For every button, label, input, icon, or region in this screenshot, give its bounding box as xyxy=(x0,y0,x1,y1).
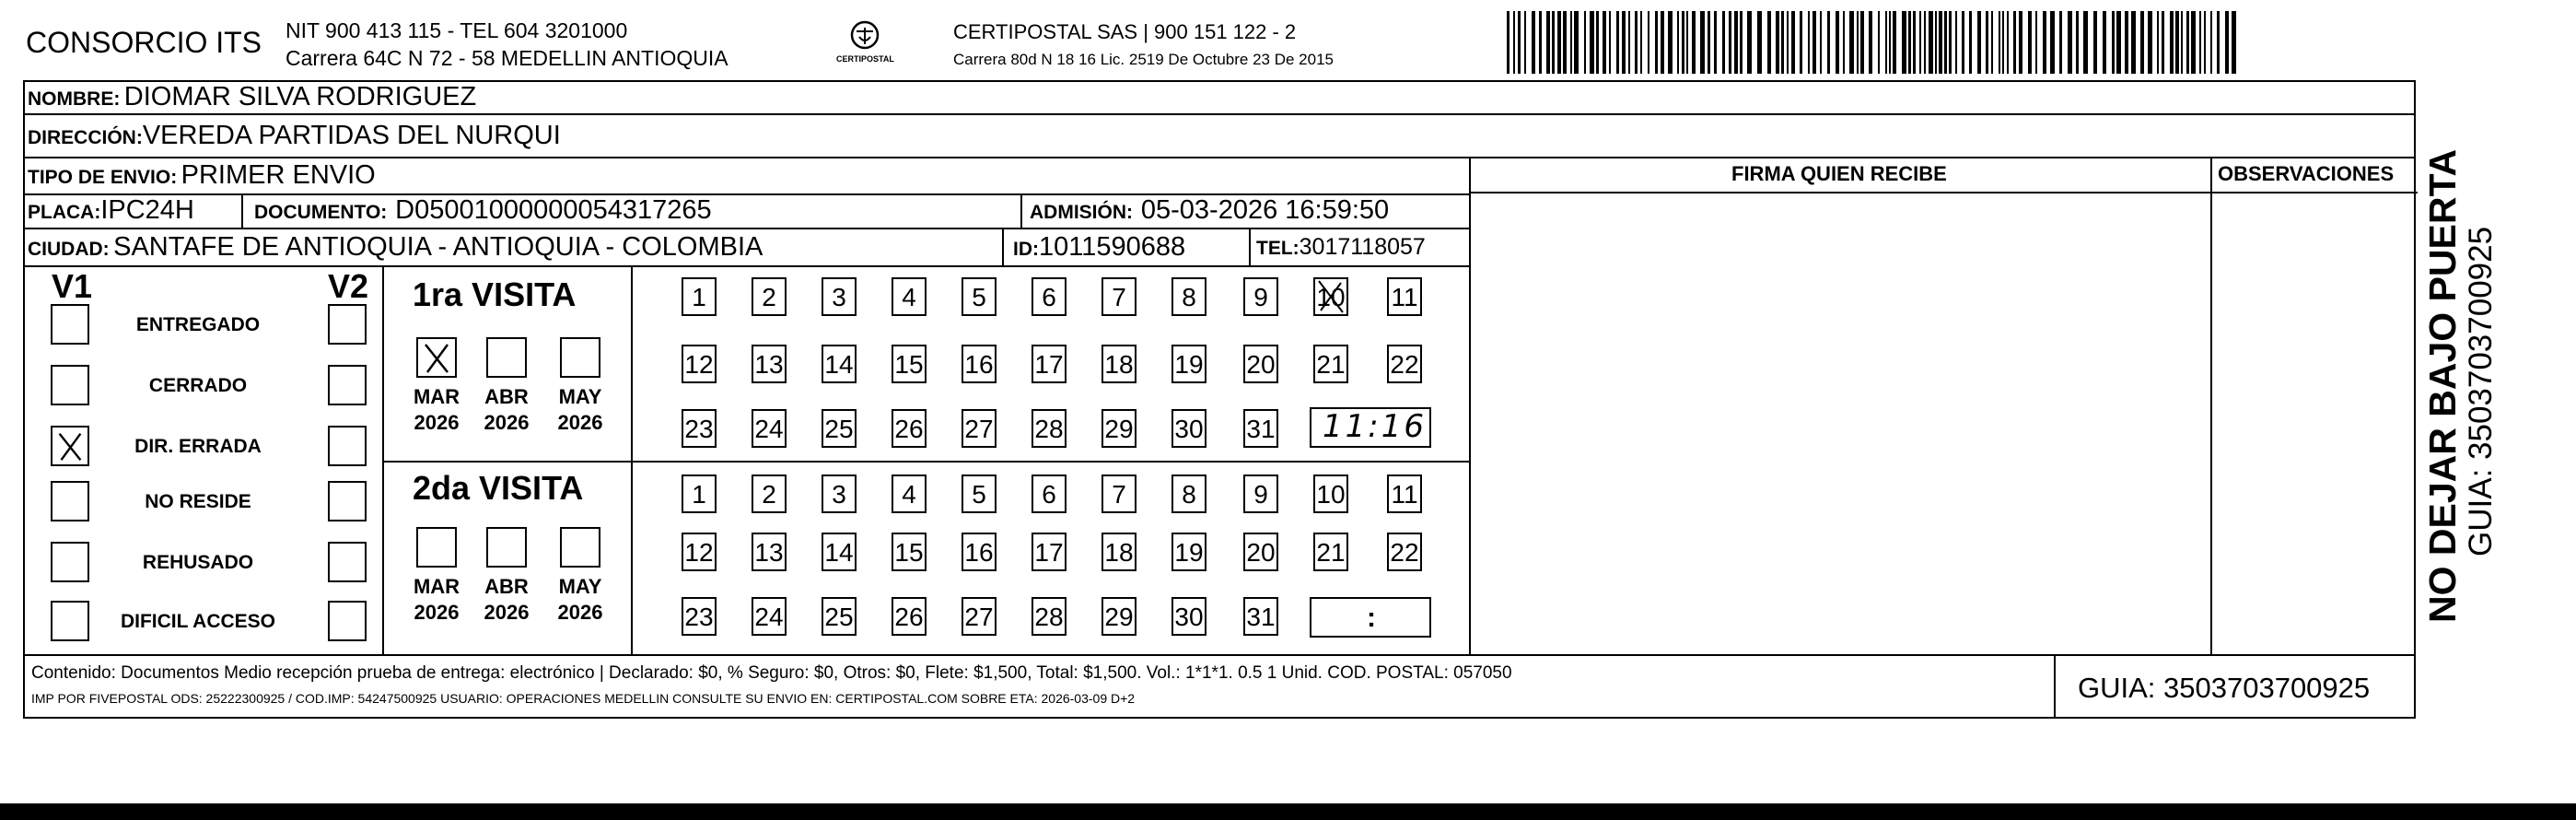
visit2-days-day-7[interactable]: 7 xyxy=(1102,474,1136,513)
visit2-days-day-9[interactable]: 9 xyxy=(1243,474,1278,513)
documento-label: DOCUMENTO: xyxy=(254,202,388,223)
visit1-days-day-21[interactable]: 21 xyxy=(1313,345,1348,383)
visit2-days-day-30[interactable]: 30 xyxy=(1171,597,1206,636)
v2-checkbox-1[interactable] xyxy=(328,365,367,405)
visit2-days-day-28[interactable]: 28 xyxy=(1032,597,1067,636)
visit2-months-label-0: MAR xyxy=(413,575,460,598)
visit2-days-day-16[interactable]: 16 xyxy=(962,533,997,571)
visit-month-divider xyxy=(382,461,631,463)
tipo-label: TIPO DE ENVIO: xyxy=(28,167,178,188)
visit1-title: 1ra VISITA xyxy=(413,275,577,313)
tipo-row xyxy=(28,162,376,189)
side-warning: NO DEJAR BAJO PUERTA xyxy=(2421,148,2464,623)
row-divider-placa xyxy=(23,228,1469,229)
side-guia: GUIA: 3503703700925 xyxy=(2463,226,2499,556)
tel-value: 3017118057 xyxy=(1299,234,1426,260)
visit2-time: : xyxy=(1367,603,1376,633)
id-row xyxy=(1013,234,1185,261)
visit1-days-day-11[interactable]: 11 xyxy=(1387,277,1422,316)
visit1-days-day-1[interactable]: 1 xyxy=(682,277,717,316)
placa-value: IPC24H xyxy=(100,195,194,225)
placa-label: PLACA: xyxy=(28,202,101,223)
col-divider-observaciones xyxy=(2210,157,2212,654)
status-label-5: DIFICIL ACCESO xyxy=(120,611,275,632)
visit1-months-year-0: 2026 xyxy=(414,411,460,434)
visit1-days-day-6[interactable]: 6 xyxy=(1032,277,1067,316)
visit1-days-day-9[interactable]: 9 xyxy=(1243,277,1278,316)
visit2-days-day-18[interactable]: 18 xyxy=(1102,533,1136,571)
admision-label: ADMISIÓN: xyxy=(1030,202,1133,223)
visit2-days-day-21[interactable]: 21 xyxy=(1313,533,1348,571)
visit1-days-day-23[interactable]: 23 xyxy=(682,409,717,448)
visit1-days-day-29[interactable]: 29 xyxy=(1102,409,1136,448)
visit1-months-checkbox-0[interactable] xyxy=(416,337,457,378)
row-divider-footer xyxy=(23,654,2416,656)
visit2-days-day-8[interactable]: 8 xyxy=(1171,474,1206,513)
visit1-months-year-1: 2026 xyxy=(484,411,530,434)
visit2-days-day-5[interactable]: 5 xyxy=(962,474,997,513)
visit1-days-day-7[interactable]: 7 xyxy=(1102,277,1136,316)
col-divider-signature xyxy=(1469,157,1471,654)
visit2-days-day-12[interactable]: 12 xyxy=(682,533,717,571)
footer-line-2: IMP POR FIVEPOSTAL ODS: 25222300925 / COD.IMP: 54247500925 USUARIO: OPERACIONES MEDELLIN CONSULTE SU ENVIO EN: CERTIPOSTAL.COM SOBRE ETA: 2026-03-09 D+2 xyxy=(31,691,1136,706)
visit2-days-day-3[interactable]: 3 xyxy=(822,474,857,513)
ciudad-value: SANTAFE DE ANTIOQUIA - ANTIOQUIA - COLOMBIA xyxy=(113,232,763,262)
visit2-days-day-17[interactable]: 17 xyxy=(1032,533,1067,571)
visit1-days-day-3[interactable]: 3 xyxy=(822,277,857,316)
visit1-days-day-15[interactable]: 15 xyxy=(892,345,927,383)
visit2-days-day-29[interactable]: 29 xyxy=(1102,597,1136,636)
visit1-days-day-26[interactable]: 26 xyxy=(892,409,927,448)
visit2-title: 2da VISITA xyxy=(413,469,584,507)
col-divider-admision xyxy=(1020,193,1022,228)
visit1-months-label-1: ABR xyxy=(484,385,529,408)
visit-days-divider xyxy=(631,461,1469,463)
id-value: 1011590688 xyxy=(1039,232,1186,262)
name-label: NOMBRE: xyxy=(28,88,121,110)
visit2-days-day-23[interactable]: 23 xyxy=(682,597,717,636)
visit2-days-day-22[interactable]: 22 xyxy=(1387,533,1422,571)
visit2-days-day-13[interactable]: 13 xyxy=(752,533,787,571)
tipo-value: PRIMER ENVIO xyxy=(181,160,376,190)
status-label-3: NO RESIDE xyxy=(145,491,251,512)
col-divider-guia xyxy=(2054,654,2056,719)
v1-label: V1 xyxy=(52,267,93,305)
visit1-days-day-13[interactable]: 13 xyxy=(752,345,787,383)
name-row xyxy=(28,84,476,111)
visit2-days-day-6[interactable]: 6 xyxy=(1032,474,1067,513)
visit1-days-day-24[interactable]: 24 xyxy=(752,409,787,448)
visit2-days-day-19[interactable]: 19 xyxy=(1171,533,1206,571)
ciudad-label: CIUDAD: xyxy=(28,239,110,260)
row-divider-address xyxy=(23,157,2416,158)
col-divider-placa xyxy=(241,193,243,228)
visit2-days-day-1[interactable]: 1 xyxy=(682,474,717,513)
visit1-months-year-2: 2026 xyxy=(557,411,603,434)
admision-row xyxy=(1030,197,1389,224)
certipostal-logo xyxy=(833,17,897,72)
visit1-days-day-22[interactable]: 22 xyxy=(1387,345,1422,383)
visit2-months-label-1: ABR xyxy=(484,575,529,598)
v2-checkbox-0[interactable] xyxy=(328,304,367,345)
visit2-days-day-31[interactable]: 31 xyxy=(1243,597,1278,636)
visit1-days-day-25[interactable]: 25 xyxy=(822,409,857,448)
visit1-days-day-28[interactable]: 28 xyxy=(1032,409,1067,448)
visit1-months-label-0: MAR xyxy=(413,385,460,408)
visit1-days-day-16[interactable]: 16 xyxy=(962,345,997,383)
company-name: CONSORCIO ITS xyxy=(26,26,262,59)
visit1-days-day-10[interactable]: 10 xyxy=(1313,277,1348,316)
visit2-days-day-27[interactable]: 27 xyxy=(962,597,997,636)
visit1-months-label-2: MAY xyxy=(558,385,602,408)
visit1-days-day-18[interactable]: 18 xyxy=(1102,345,1136,383)
row-divider-ciudad xyxy=(23,265,1469,267)
status-label-1: CERRADO xyxy=(148,375,248,396)
visit2-days-day-20[interactable]: 20 xyxy=(1243,533,1278,571)
visit2-months-year-2: 2026 xyxy=(557,601,603,624)
col-divider-tel xyxy=(1249,228,1251,265)
ciudad-row xyxy=(28,234,763,261)
visit2-days-day-24[interactable]: 24 xyxy=(752,597,787,636)
visit2-days-day-25[interactable]: 25 xyxy=(822,597,857,636)
visit1-days-day-4[interactable]: 4 xyxy=(892,277,927,316)
col-divider-id xyxy=(1002,228,1004,265)
visit1-days-day-5[interactable]: 5 xyxy=(962,277,997,316)
address-value: VEREDA PARTIDAS DEL NURQUI xyxy=(142,121,561,150)
documento-row xyxy=(254,197,712,224)
visit2-months-checkbox-1[interactable] xyxy=(486,527,527,568)
visit-divider xyxy=(631,265,633,654)
signature-label: FIRMA QUIEN RECIBE xyxy=(1731,162,1947,185)
visit1-days-day-31[interactable]: 31 xyxy=(1243,409,1278,448)
address-row xyxy=(28,123,561,149)
visit1-days-day-12[interactable]: 12 xyxy=(682,345,717,383)
row-divider-sig-header xyxy=(1469,192,2418,193)
visit2-days-day-11[interactable]: 11 xyxy=(1387,474,1422,513)
v2-checkbox-5[interactable] xyxy=(328,601,367,641)
visit1-months-checkbox-2[interactable] xyxy=(560,337,600,378)
visit1-days-day-27[interactable]: 27 xyxy=(962,409,997,448)
visit2-months-checkbox-0[interactable] xyxy=(416,527,457,568)
v2-label: V2 xyxy=(328,267,369,305)
documento-value: D05001000000054317265 xyxy=(395,195,712,225)
row-divider-name xyxy=(23,113,2416,115)
visit1-days-day-20[interactable]: 20 xyxy=(1243,345,1278,383)
visit1-days-day-30[interactable]: 30 xyxy=(1171,409,1206,448)
visit1-days-day-19[interactable]: 19 xyxy=(1171,345,1206,383)
v2-checkbox-3[interactable] xyxy=(328,481,367,521)
v2-checkbox-2[interactable] xyxy=(328,426,367,466)
visit1-months-checkbox-1[interactable] xyxy=(486,337,527,378)
visit2-days-day-4[interactable]: 4 xyxy=(892,474,927,513)
name-value: DIOMAR SILVA RODRIGUEZ xyxy=(123,82,477,111)
company-line-2: Carrera 64C N 72 - 58 MEDELLIN ANTIOQUIA xyxy=(286,46,729,70)
visit1-time-field[interactable] xyxy=(1310,407,1431,448)
visit1-days-day-17[interactable]: 17 xyxy=(1032,345,1067,383)
status-label-2: DIR. ERRADA xyxy=(134,436,262,457)
placa-row xyxy=(28,197,194,224)
certipostal-line-1: CERTIPOSTAL SAS | 900 151 122 - 2 xyxy=(953,20,1297,43)
visit2-months-label-2: MAY xyxy=(558,575,602,598)
logo-text: CERTIPOSTAL xyxy=(836,54,894,64)
visit2-months-year-0: 2026 xyxy=(414,601,460,624)
visit2-time-field[interactable] xyxy=(1310,597,1431,638)
tel-row xyxy=(1256,236,1426,259)
visit2-days-day-2[interactable]: 2 xyxy=(752,474,787,513)
tel-label: TEL: xyxy=(1256,238,1300,259)
id-label: ID: xyxy=(1013,239,1039,260)
visit2-months-checkbox-2[interactable] xyxy=(560,527,600,568)
footer-line-1: Contenido: Documentos Medio recepción prueba de entrega: electrónico | Declarado: $0, % Seguro: $0, Otros: $0, Flete: $1,500, Total: $1,500. Vol.: 1*1*1. 0.5 1 Unid. COD. POSTAL: 057050 xyxy=(31,663,1512,683)
visit2-days-day-14[interactable]: 14 xyxy=(822,533,857,571)
observations-label: OBSERVACIONES xyxy=(2218,162,2395,185)
barcode xyxy=(1505,11,2242,74)
visit2-days-day-10[interactable]: 10 xyxy=(1313,474,1348,513)
visit2-days-day-26[interactable]: 26 xyxy=(892,597,927,636)
company-line-1: NIT 900 413 115 - TEL 604 3201000 xyxy=(286,18,628,42)
footer-guia: GUIA: 3503703700925 xyxy=(2078,672,2371,704)
visit1-time: 11:16 xyxy=(1323,408,1427,445)
visit1-days-day-14[interactable]: 14 xyxy=(822,345,857,383)
certipostal-line-2: Carrera 80d N 18 16 Lic. 2519 De Octubre 23 De 2015 xyxy=(953,51,1334,68)
visit1-days-day-8[interactable]: 8 xyxy=(1171,277,1206,316)
v2-checkbox-4[interactable] xyxy=(328,542,367,582)
status-label-0: ENTREGADO xyxy=(135,314,261,335)
admision-value: 05-03-2026 16:59:50 xyxy=(1140,195,1390,225)
visit1-days-day-2[interactable]: 2 xyxy=(752,277,787,316)
address-label: DIRECCIÓN: xyxy=(28,127,143,148)
bottom-edge xyxy=(0,803,2576,820)
visit2-months-year-1: 2026 xyxy=(484,601,530,624)
visit2-days-day-15[interactable]: 15 xyxy=(892,533,927,571)
status-label-4: REHUSADO xyxy=(142,552,254,573)
